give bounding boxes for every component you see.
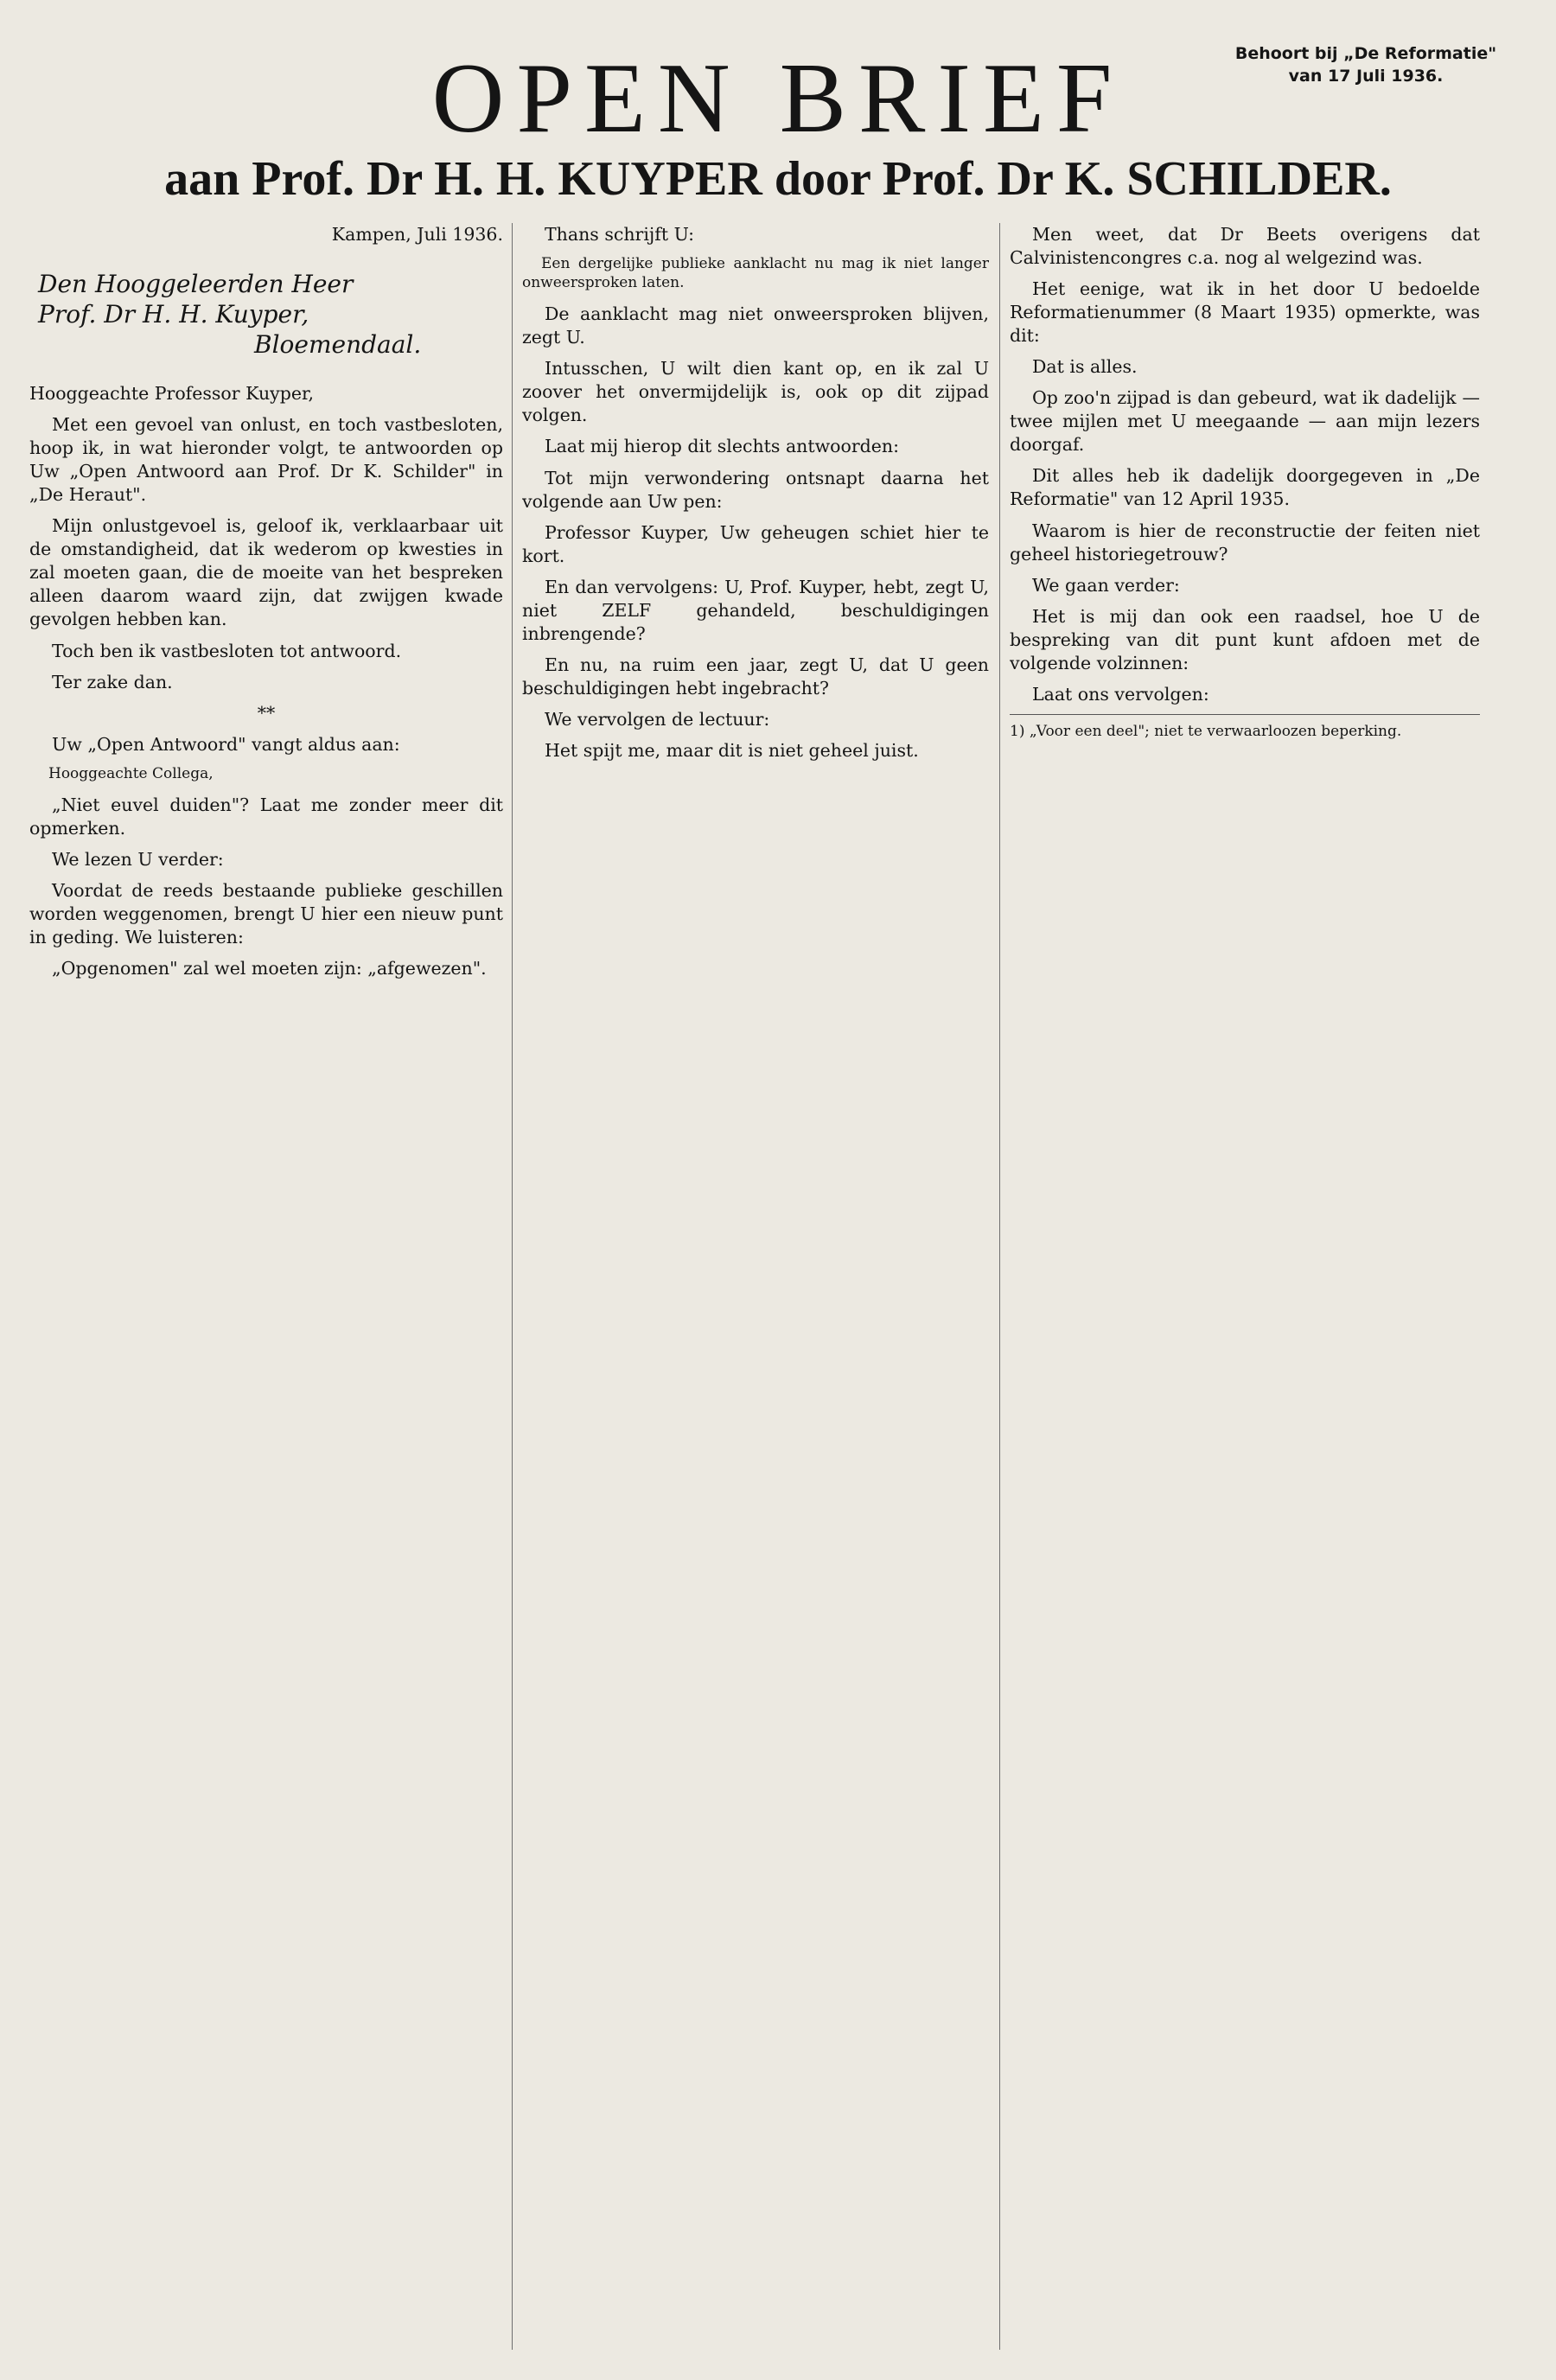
paragraph: Voordat de reeds bestaande publieke geschillen worden weggenomen, brengt U hier een nieuw punt in geding. We luisteren:: [29, 879, 503, 948]
footnote: 1) „Voor een deel"; niet te verwaarloozen beperking.: [1010, 714, 1480, 741]
paragraph: We vervolgen de lectuur:: [545, 708, 770, 730]
column-3: [1010, 223, 1480, 2350]
address-line: Prof. Dr H. H. Kuyper,: [38, 300, 309, 329]
paragraph: Thans schrijft U:: [545, 224, 695, 245]
column-1: [29, 223, 503, 2350]
paragraph: Uw „Open Antwoord" vangt aldus aan:: [52, 733, 400, 755]
column-divider: [999, 223, 1000, 2350]
paragraph: Mijn onlustgevoel is, geloof ik, verklaarbaar uit de omstandigheid, dat ik wederom op kwesties in zal moeten gaan, die de moeite van het bespreken alleen daarom waard zijn, dat zwijgen kwade gevolgen hebben kan.: [29, 515, 503, 630]
paragraph: „Niet euvel duiden"? Laat me zonder meer dit opmerken.: [29, 794, 503, 839]
section-stars: **: [257, 702, 276, 724]
address-line: Den Hooggeleerden Heer: [38, 270, 354, 299]
paragraph: We lezen U verder:: [52, 848, 224, 870]
quoted-paragraph: Hooggeachte Collega,: [48, 764, 214, 782]
page-title: OPEN BRIEF: [431, 43, 1125, 154]
paragraph: Het is mij dan ook een raadsel, hoe U de bespreking van dit punt kunt afdoen met de volgende volzinnen:: [1010, 605, 1480, 673]
address-block: [38, 269, 503, 360]
supplement-note-line2: van 17 Juli 1936.: [1288, 66, 1444, 86]
paragraph: En dan vervolgens: U, Prof. Kuyper, hebt, zegt U, niet ZELF gehandeld, beschuldigingen inbrengende?: [522, 576, 989, 644]
paragraph: Ter zake dan.: [52, 671, 173, 692]
dateline: Kampen, Juli 1936.: [331, 224, 503, 245]
salutation: Hooggeachte Professor Kuyper,: [29, 383, 315, 405]
paragraph: Dit alles heb ik dadelijk doorgegeven in „De Reformatie" van 12 April 1935.: [1010, 465, 1480, 510]
paragraph: Men weet, dat Dr Beets overigens dat Calvinistencongres c.a. nog al welgezind was.: [1010, 224, 1480, 269]
paragraph: „Opgenomen" zal wel moeten zijn: „afgewezen".: [52, 958, 487, 979]
paragraph: Dat is alles.: [1032, 356, 1138, 378]
column-2: [522, 223, 989, 2350]
paragraph: Het spijt me, maar dit is niet geheel juist.: [545, 739, 919, 761]
masthead: [0, 35, 1556, 225]
paragraph: Toch ben ik vastbesloten tot antwoord.: [52, 640, 402, 661]
quoted-paragraph: Een dergelijke publieke aanklacht nu mag ik niet langer onweersproken laten.: [522, 255, 989, 292]
supplement-note: [1219, 43, 1513, 87]
paragraph: Intusschen, U wilt dien kant op, en ik zal U zoover het onvermijdelijk is, ook op dit zijpad volgen.: [522, 358, 989, 426]
paragraph: En nu, na ruim een jaar, zegt U, dat U geen beschuldigingen hebt ingebracht?: [522, 654, 989, 699]
paragraph: Het eenige, wat ik in het door U bedoelde Reformatienummer (8 Maart 1935) opmerkte, was dit:: [1010, 278, 1480, 347]
paragraph: Op zoo'n zijpad is dan gebeurd, wat ik dadelijk — twee mijlen met U meegaande — aan mijn lezers doorgaf.: [1010, 387, 1480, 456]
paragraph: Laat ons vervolgen:: [1032, 683, 1209, 705]
paragraph: De aanklacht mag niet onweersproken blijven, zegt U.: [522, 303, 989, 348]
paragraph: Tot mijn verwondering ontsnapt daarna het volgende aan Uw pen:: [522, 467, 989, 512]
supplement-note-line1: Behoort bij „De Reformatie": [1234, 44, 1497, 63]
paragraph: Laat mij hierop dit slechts antwoorden:: [545, 436, 900, 457]
page-subtitle: aan Prof. Dr H. H. KUYPER door Prof. Dr K. SCHILDER.: [164, 152, 1392, 206]
paragraph: We gaan verder:: [1032, 574, 1180, 596]
paragraph: Professor Kuyper, Uw geheugen schiet hier te kort.: [522, 521, 989, 566]
column-divider: [512, 223, 513, 2350]
address-line: Bloemendaal.: [254, 330, 422, 360]
paragraph: Met een gevoel van onlust, en toch vastbesloten, hoop ik, in wat hieronder volgt, te antwoorden op Uw „Open Antwoord aan Prof. Dr K. Schilder" in „De Heraut".: [29, 414, 503, 506]
paragraph: Waarom is hier de reconstructie der feiten niet geheel historiegetrouw?: [1010, 520, 1480, 565]
